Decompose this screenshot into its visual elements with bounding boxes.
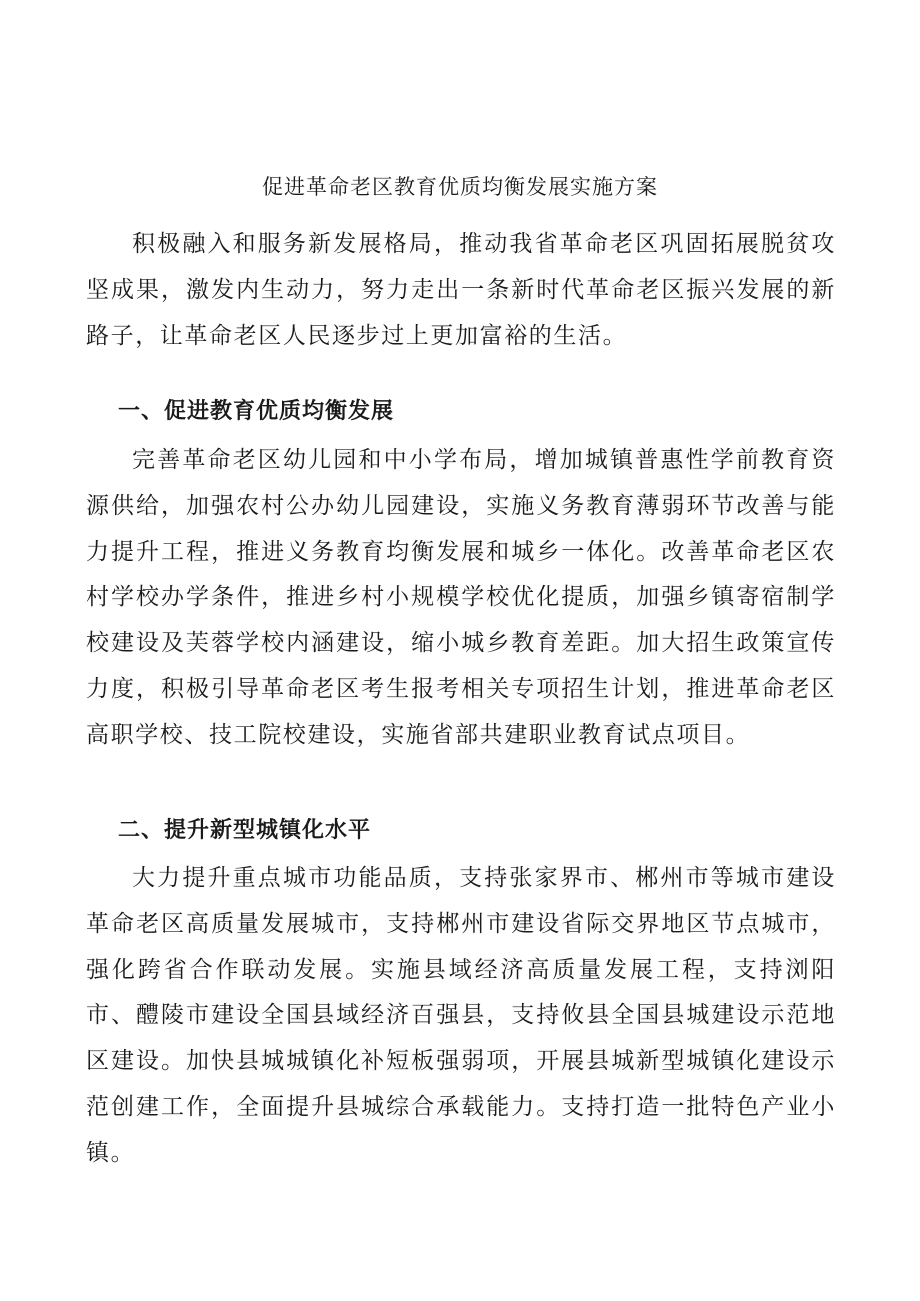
section-heading-2: 二、提升新型城镇化水平 bbox=[118, 817, 372, 843]
intro-paragraph: 积极融入和服务新发展格局，推动我省革命老区巩固拓展脱贫攻坚成果，激发内生动力，努力走出一条新时代革命老区振兴发展的新路子，让革命老区人民逐步过上更加富裕的生活。 bbox=[86, 231, 836, 349]
section-body-2: 大力提升重点城市功能品质，支持张家界市、郴州市等城市建设革命老区高质量发展城市，支持郴州市建设省际交界地区节点城市，强化跨省合作联动发展。实施县域经济高质量发展工程，支持浏阳市、醴陵市建设全国县域经济百强县，支持攸县全国县城建设示范地区建设。加快县城城镇化补短板强弱项，开展县城新型城镇化建设示范创建工作，全面提升县城综合承载能力。支持打造一批特色产业小镇。 bbox=[86, 865, 836, 1166]
section-heading-1: 一、促进教育优质均衡发展 bbox=[118, 398, 395, 424]
document-title: 促进革命老区教育优质均衡发展实施方案 bbox=[262, 175, 658, 199]
section-body-1: 完善革命老区幼儿园和中小学布局，增加城镇普惠性学前教育资源供给，加强农村公办幼儿园建设，实施义务教育薄弱环节改善与能力提升工程，推进义务教育均衡发展和城乡一体化。改善革命老区农村学校办学条件，推进乡村小规模学校优化提质，加强乡镇寄宿制学校建设及芙蓉学校内涵建设，缩小城乡教育差距。加大招生政策宣传力度，积极引导革命老区考生报考相关专项招生计划，推进革命老区高职学校、技工院校建设，实施省部共建职业教育试点项目。 bbox=[86, 447, 836, 748]
